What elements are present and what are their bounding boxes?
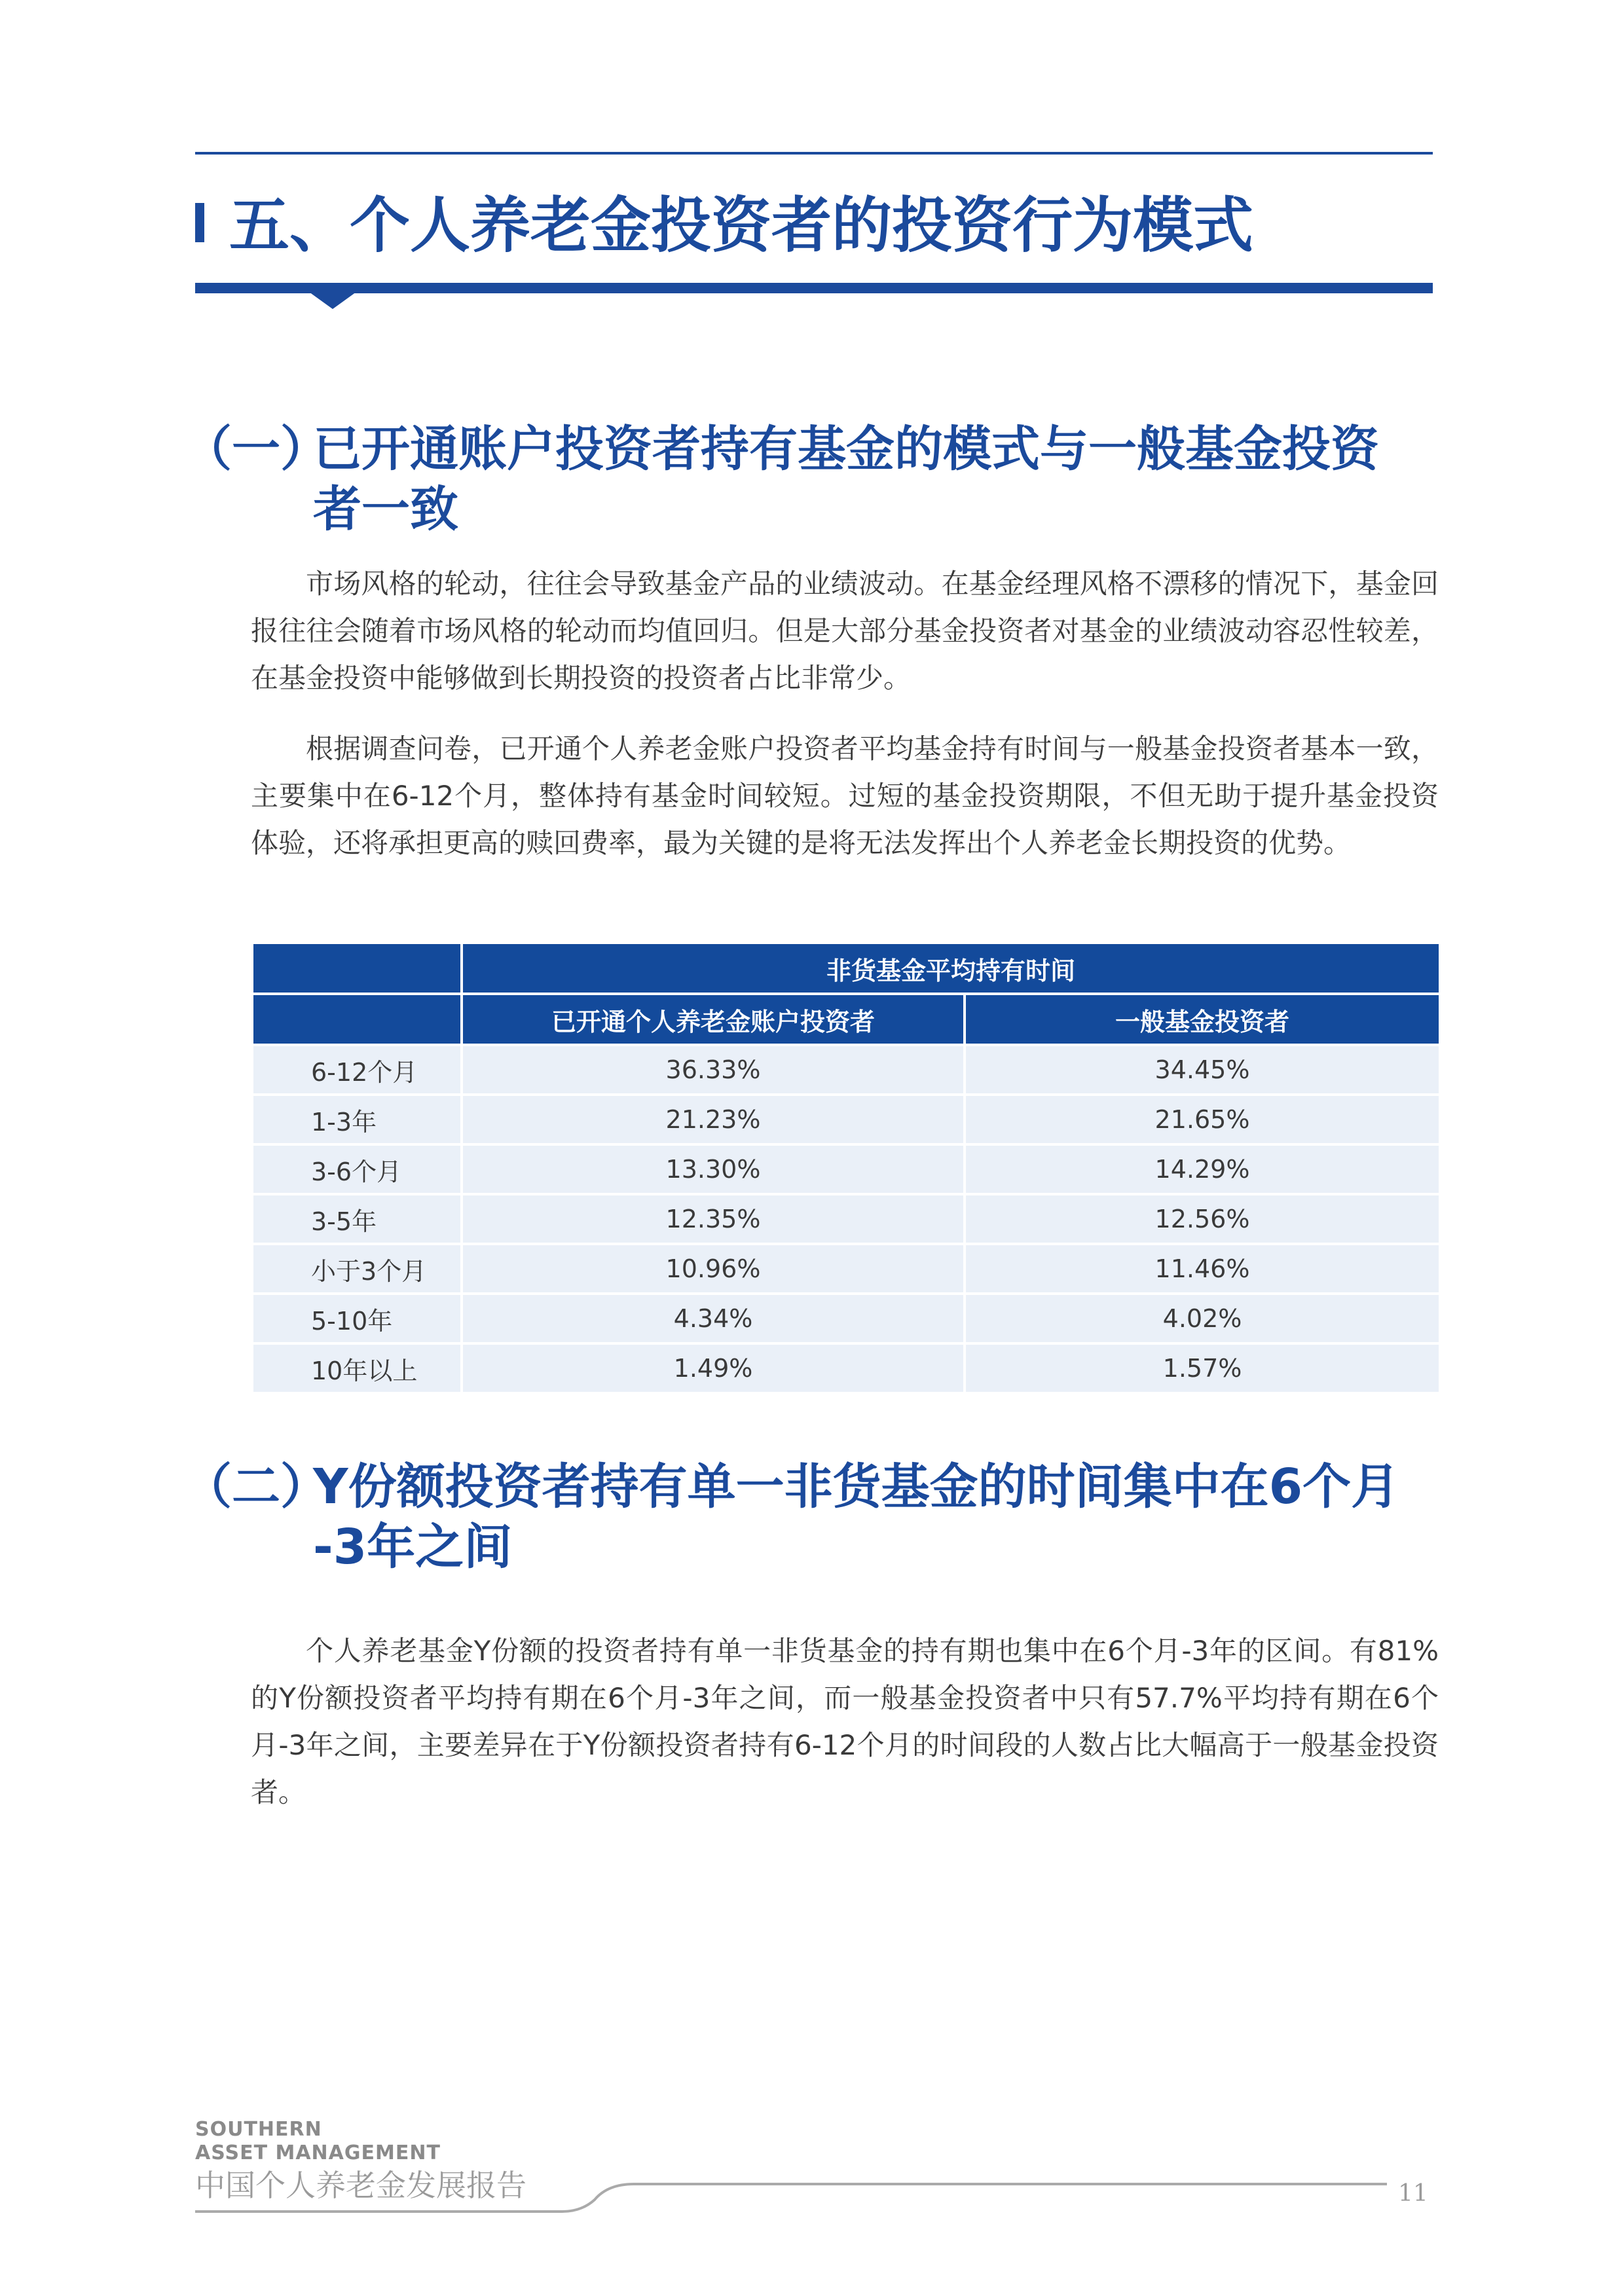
row-value-opened: 4.34% <box>462 1294 965 1343</box>
table-row <box>252 1045 1440 1095</box>
chapter-title: 五、个人养老金投资者的投资行为模式 <box>229 191 1254 261</box>
table-corner-cell <box>252 943 462 994</box>
footer-brand-line2: ASSET MANAGEMENT <box>195 2141 441 2164</box>
section1-paragraph-2: 根据调查问卷，已开通个人养老金账户投资者平均基金持有时间与一般基金投资者基本一致，主要集中在6-12个月，整体持有基金时间较短。过短的基金投资期限，不但无助于提升基金投资体验，还将承担更高的赎回费率，最为关键的是将无法发挥出个人养老金长期投资的优势。 <box>251 733 1439 859</box>
section2-number: （二） <box>183 1459 329 1515</box>
row-value-opened: 36.33% <box>462 1045 965 1095</box>
row-value-general: 34.45% <box>965 1045 1440 1095</box>
row-value-general: 14.29% <box>965 1144 1440 1194</box>
section2-title-line2: -3年之间 <box>313 1519 513 1575</box>
row-label: 5-10年 <box>252 1294 462 1343</box>
table-header-col2: 一般基金投资者 <box>965 994 1440 1045</box>
section1-title <box>183 419 1379 539</box>
row-value-opened: 13.30% <box>462 1144 965 1194</box>
row-value-general: 12.56% <box>965 1194 1440 1244</box>
row-label: 6-12个月 <box>252 1045 462 1095</box>
row-label: 1-3年 <box>252 1095 462 1144</box>
section1-number: （一） <box>183 421 329 477</box>
footer-report-title: 中国个人养老金发展报告 <box>195 2168 526 2203</box>
row-value-general: 11.46% <box>965 1244 1440 1294</box>
table-corner-cell-2 <box>252 994 462 1045</box>
section2-title <box>183 1457 1399 1577</box>
table-row <box>252 1194 1440 1244</box>
row-value-opened: 1.49% <box>462 1343 965 1393</box>
row-value-opened: 10.96% <box>462 1244 965 1294</box>
row-value-general: 21.65% <box>965 1095 1440 1144</box>
page-number: 11 <box>1398 2180 1428 2207</box>
row-value-general: 1.57% <box>965 1343 1440 1393</box>
row-value-general: 4.02% <box>965 1294 1440 1343</box>
row-label: 小于3个月 <box>252 1244 462 1294</box>
table-row <box>252 1095 1440 1144</box>
section1-title-line1: 已开通账户投资者持有基金的模式与一般基金投资 <box>313 421 1379 477</box>
table-row <box>252 1144 1440 1194</box>
footer-brand <box>195 2118 441 2165</box>
section1-paragraph-1: 市场风格的轮动，往往会导致基金产品的业绩波动。在基金经理风格不漂移的情况下，基金回报往往会随着市场风格的轮动而均值回归。但是大部分基金投资者对基金的业绩波动容忍性较差，在基金投资中能够做到长期投资的投资者占比非常少。 <box>251 568 1439 694</box>
row-label: 3-5年 <box>252 1194 462 1244</box>
table-row <box>252 1343 1440 1393</box>
row-label: 10年以上 <box>252 1343 462 1393</box>
holding-time-table <box>251 941 1439 1394</box>
chapter-underline <box>195 283 1433 293</box>
table-group-header: 非货基金平均持有时间 <box>462 943 1440 994</box>
table-header-col1: 已开通个人养老金账户投资者 <box>462 994 965 1045</box>
section2-title-line1: Y份额投资者持有单一非货基金的时间集中在6个月 <box>313 1459 1400 1515</box>
section1-title-line2: 者一致 <box>313 481 458 538</box>
row-value-opened: 21.23% <box>462 1095 965 1144</box>
chapter-pointer-icon <box>309 292 356 309</box>
footer-brand-line1: SOUTHERN <box>195 2118 322 2141</box>
table-row <box>252 1294 1440 1343</box>
row-value-opened: 12.35% <box>462 1194 965 1244</box>
row-label: 3-6个月 <box>252 1144 462 1194</box>
table-row <box>252 1244 1440 1294</box>
top-rule <box>195 152 1433 155</box>
chapter-marker <box>195 203 204 242</box>
section2-paragraph-1: 个人养老基金Y份额的投资者持有单一非货基金的持有期也集中在6个月-3年的区间。有81%的Y份额投资者平均持有期在6个月-3年之间，而一般基金投资者中只有57.7%平均持有期在6个月-3年之间，主要差异在于Y份额投资者持有6-12个月的时间段的人数占比大幅高于一般基金投资者。 <box>251 1635 1439 1808</box>
